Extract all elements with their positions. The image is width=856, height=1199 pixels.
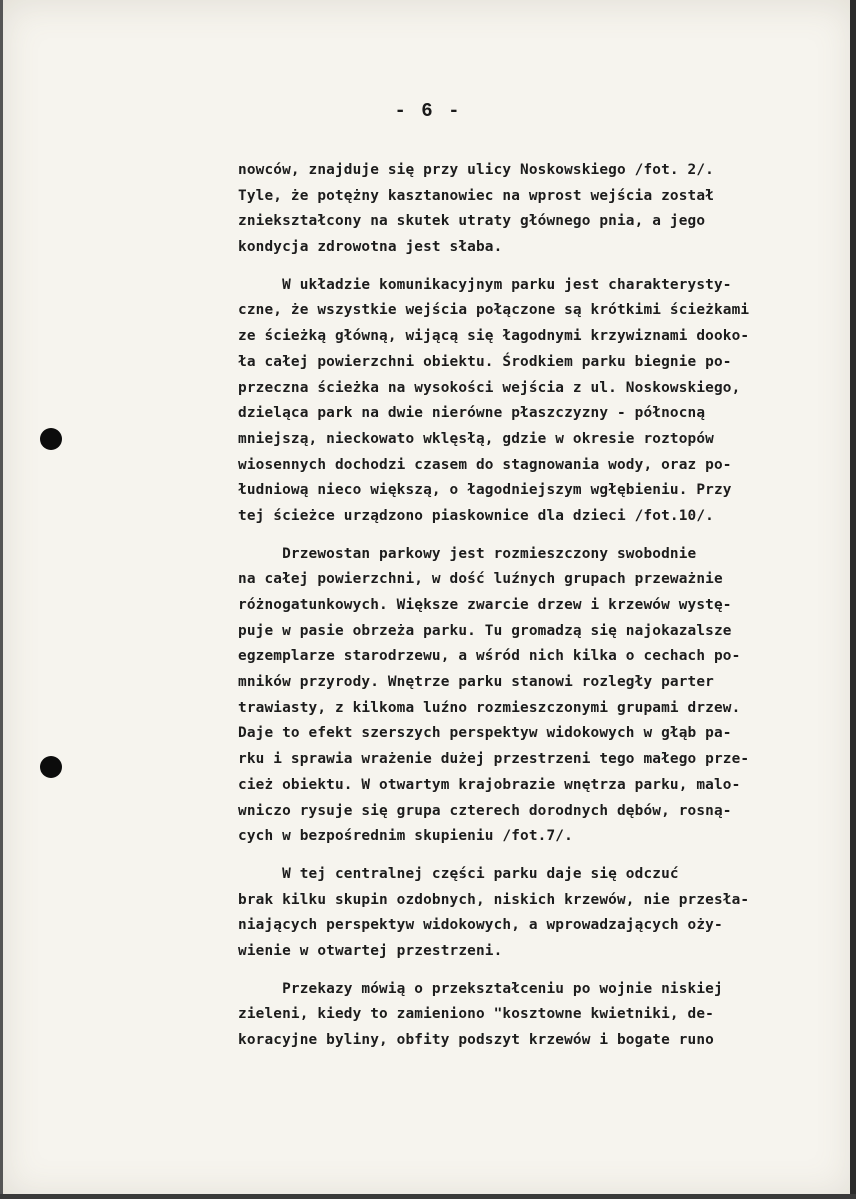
text-line: trawiasty, z kilkoma luźno rozmieszczonymi grupami drzew. bbox=[238, 699, 741, 716]
text-line: Daje to efekt szerszych perspektyw widokowych w głąb pa- bbox=[238, 725, 732, 742]
text-line: cych w bezpośrednim skupieniu /fot.7/. bbox=[238, 828, 573, 845]
page-number: - 6 - bbox=[394, 100, 462, 122]
paragraph-gap bbox=[238, 965, 838, 977]
text-line: brak kilku skupin ozdobnych, niskich krzewów, nie przesła- bbox=[238, 891, 750, 908]
text-line: zniekształcony na skutek utraty głównego pnia, a jego bbox=[238, 213, 706, 230]
text-line: W układzie komunikacyjnym parku jest charakterysty- bbox=[238, 276, 732, 293]
punch-hole-icon bbox=[40, 428, 62, 450]
text-line: wniczo rysuje się grupa czterech dorodnych dębów, rosną- bbox=[238, 802, 732, 819]
text-line: zieleni, kiedy to zamieniono "kosztowne kwietniki, de- bbox=[238, 1006, 714, 1023]
text-line: na całej powierzchni, w dość luźnych grupach przeważnie bbox=[238, 571, 723, 588]
text-line: dzieląca park na dwie nierówne płaszczyzny - północną bbox=[238, 405, 706, 422]
text-line: Drzewostan parkowy jest rozmieszczony swobodnie bbox=[238, 545, 697, 562]
text-line: różnogatunkowych. Większe zwarcie drzew i krzewów wystę- bbox=[238, 597, 732, 613]
text-line: nowców, znajduje się przy ulicy Noskowskiego /fot. 2/. bbox=[238, 162, 714, 178]
text-line: wienie w otwartej przestrzeni. bbox=[238, 942, 503, 959]
text-line: puje w pasie obrzeża parku. Tu gromadzą się najokazalsze bbox=[238, 622, 732, 639]
text-line: tej ścieżce urządzono piaskownice dla dzieci /fot.10/. bbox=[238, 507, 714, 524]
scan-edge-right bbox=[850, 0, 856, 1199]
paragraph-gap bbox=[238, 261, 838, 273]
text-line: mniejszą, nieckowato wklęsłą, gdzie w okresie roztopów bbox=[238, 430, 714, 447]
scan-edge-bottom bbox=[0, 1194, 856, 1199]
paragraph-gap bbox=[238, 530, 838, 542]
text-line: W tej centralnej części parku daje się odczuć bbox=[238, 865, 679, 882]
text-line: łudniową nieco większą, o łagodniejszym wgłębieniu. Przy bbox=[238, 482, 732, 499]
paragraph-gap bbox=[238, 850, 838, 862]
text-line: egzemplarze starodrzewu, a wśród nich kilka o cechach po- bbox=[238, 648, 741, 665]
text-line: ze ścieżką główną, wijącą się łagodnymi krzywiznami dooko- bbox=[238, 328, 750, 345]
text-line: rku i sprawia wrażenie dużej przestrzeni tego małego prze- bbox=[238, 751, 750, 768]
scan-edge-left bbox=[0, 0, 3, 1199]
text-line: niających perspektyw widokowych, a wprowadzających oży- bbox=[238, 917, 723, 934]
text-line: ła całej powierzchni obiektu. Środkiem parku biegnie po- bbox=[238, 353, 732, 370]
punch-hole-icon bbox=[40, 756, 62, 778]
text-line: Przekazy mówią o przekształceniu po wojnie niskiej bbox=[238, 980, 723, 997]
text-line: cież obiektu. W otwartym krajobrazie wnętrza parku, malo- bbox=[238, 776, 741, 793]
text-line: koracyjne byliny, obfity podszyt krzewów i bogate runo bbox=[238, 1032, 714, 1048]
text-line: Tyle, że potężny kasztanowiec na wprost wejścia został bbox=[238, 187, 714, 204]
text-line: czne, że wszystkie wejścia połączone są krótkimi ścieżkami bbox=[238, 302, 750, 319]
text-line: wiosennych dochodzi czasem do stagnowania wody, oraz po- bbox=[238, 456, 732, 473]
text-line: kondycja zdrowotna jest słaba. bbox=[238, 239, 503, 256]
text-line: mników przyrody. Wnętrze parku stanowi rozległy parter bbox=[238, 674, 714, 691]
text-line: przeczna ścieżka na wysokości wejścia z ul. Noskowskiego, bbox=[238, 379, 741, 396]
body-text bbox=[238, 158, 838, 1054]
